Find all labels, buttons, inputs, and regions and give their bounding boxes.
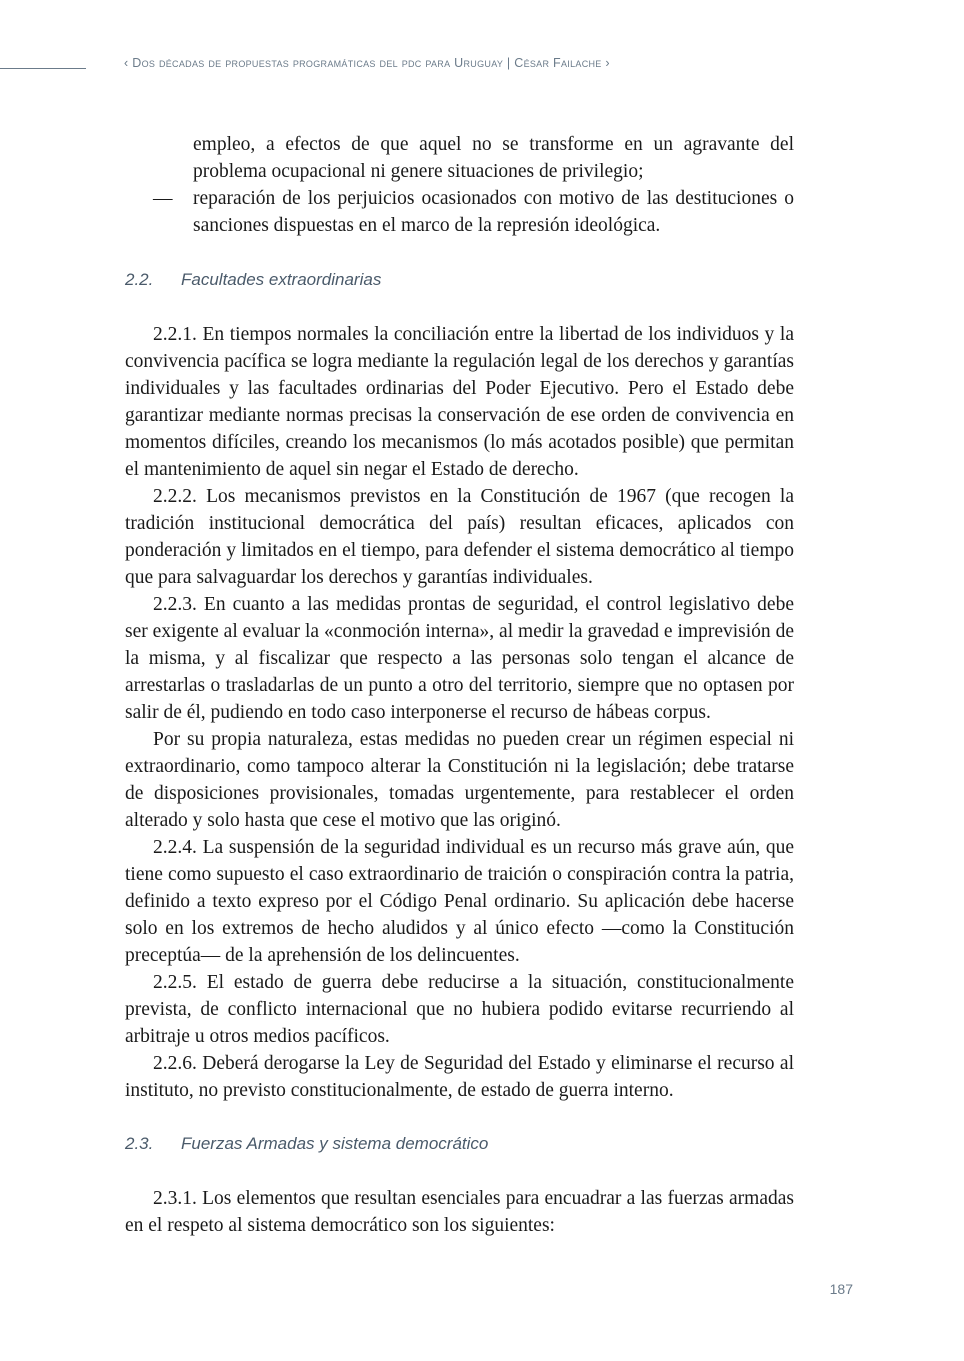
- section-2-3-body: [125, 1185, 794, 1239]
- header-open-mark: ‹: [124, 56, 133, 70]
- section-title: Fuerzas Armadas y sistema democrático: [181, 1134, 489, 1153]
- paragraph-2-2-1: 2.2.1. En tiempos normales la conciliación entre la libertad de los individuos y la convivencia pacífica se logra mediante la regulación legal de los derechos y garantías individuales y las facultades ordinarias del Poder Ejecutivo. Pero el Estado debe garantizar mediante normas precisas la conservación de ese orden de convivencia en momentos difíciles, creando los mecanismos (lo más acotados posible) que permitan el mantenimiento de aquel sin negar el Estado de derecho.: [125, 324, 794, 480]
- page-number: 187: [829, 1281, 853, 1297]
- list-dash: —: [153, 188, 173, 209]
- section-heading-2-3: [125, 1134, 488, 1154]
- header-close-mark: ›: [601, 56, 610, 70]
- section-2-2-body: [125, 321, 794, 1104]
- paragraph-2-2-3-cont: Por su propia naturaleza, estas medidas no pueden crear un régimen especial ni extraordinario, como tampoco alterar la Constitución ni la legislación; debe tratarse de disposiciones provisionales, tomadas urgentemente, para restablecer el orden alterado y solo hasta que cese el motivo que las originó.: [125, 729, 794, 831]
- section-number: 2.2.: [125, 270, 154, 289]
- list-item: [125, 185, 794, 239]
- paragraph-2-2-5: 2.2.5. El estado de guerra debe reducirse a la situación, constitucionalmente prevista, de conflicto internacional que no hubiera podido evitarse recurriendo al arbitraje u otros medios pacíficos.: [125, 972, 794, 1047]
- section-number: 2.3.: [125, 1134, 154, 1153]
- paragraph-2-2-3: 2.2.3. En cuanto a las medidas prontas de seguridad, el control legislativo debe ser exigente al evaluar la «conmoción interna», al medir la gravedad e imprevisión de la misma, y al fiscalizar que respecto a las personas solo tengan el alcance de arrestarlas o trasladarlas de un punto a otro del territorio, siempre que no optasen por salir de él, pudiendo en todo caso interponerse el recurso de hábeas corpus.: [125, 594, 794, 723]
- list-item-text: reparación de los perjuicios ocasionados con motivo de las destituciones o sanciones dispuestas en el marco de la represión ideológica.: [193, 188, 794, 236]
- section-title: Facultades extraordinarias: [181, 270, 382, 289]
- list-continuation: empleo, a efectos de que aquel no se transforme en un agravante del problema ocupacional ni genere situaciones de privilegio;: [193, 134, 794, 182]
- header-separator: |: [503, 56, 515, 70]
- section-heading-2-2: [125, 270, 381, 290]
- header-rule: [0, 68, 86, 69]
- header-author: César Failache: [514, 56, 602, 70]
- paragraph-2-2-4: 2.2.4. La suspensión de la seguridad individual es un recurso más grave aún, que tiene como supuesto el caso extraordinario de traición o conspiración contra la patria, definido a texto expreso por el Código Penal ordinario. Su aplicación debe hacerse solo en los extremos de hecho aludidos y al único efecto —como la Constitución preceptúa— de la aprehensión de los delincuentes.: [125, 837, 794, 966]
- list-block: [125, 131, 794, 239]
- paragraph-2-3-1: 2.3.1. Los elementos que resultan esenciales para encuadrar a las fuerzas armadas en el respeto al sistema democrático son los siguientes:: [125, 1188, 794, 1236]
- header-book-title: Dos décadas de propuestas programáticas del pdc para Uruguay: [132, 56, 504, 70]
- paragraph-2-2-6: 2.2.6. Deberá derogarse la Ley de Seguridad del Estado y eliminarse el recurso al instituto, no previsto constitucionalmente, de estado de guerra interno.: [125, 1053, 794, 1101]
- paragraph-2-2-2: 2.2.2. Los mecanismos previstos en la Constitución de 1967 (que recogen la tradición institucional democrática del país) resultan eficaces, aplicados con ponderación y limitados en el tiempo, para defender el sistema democrático al tiempo que para salvaguardar los derechos y garantías individuales.: [125, 486, 794, 588]
- running-header: [124, 56, 610, 70]
